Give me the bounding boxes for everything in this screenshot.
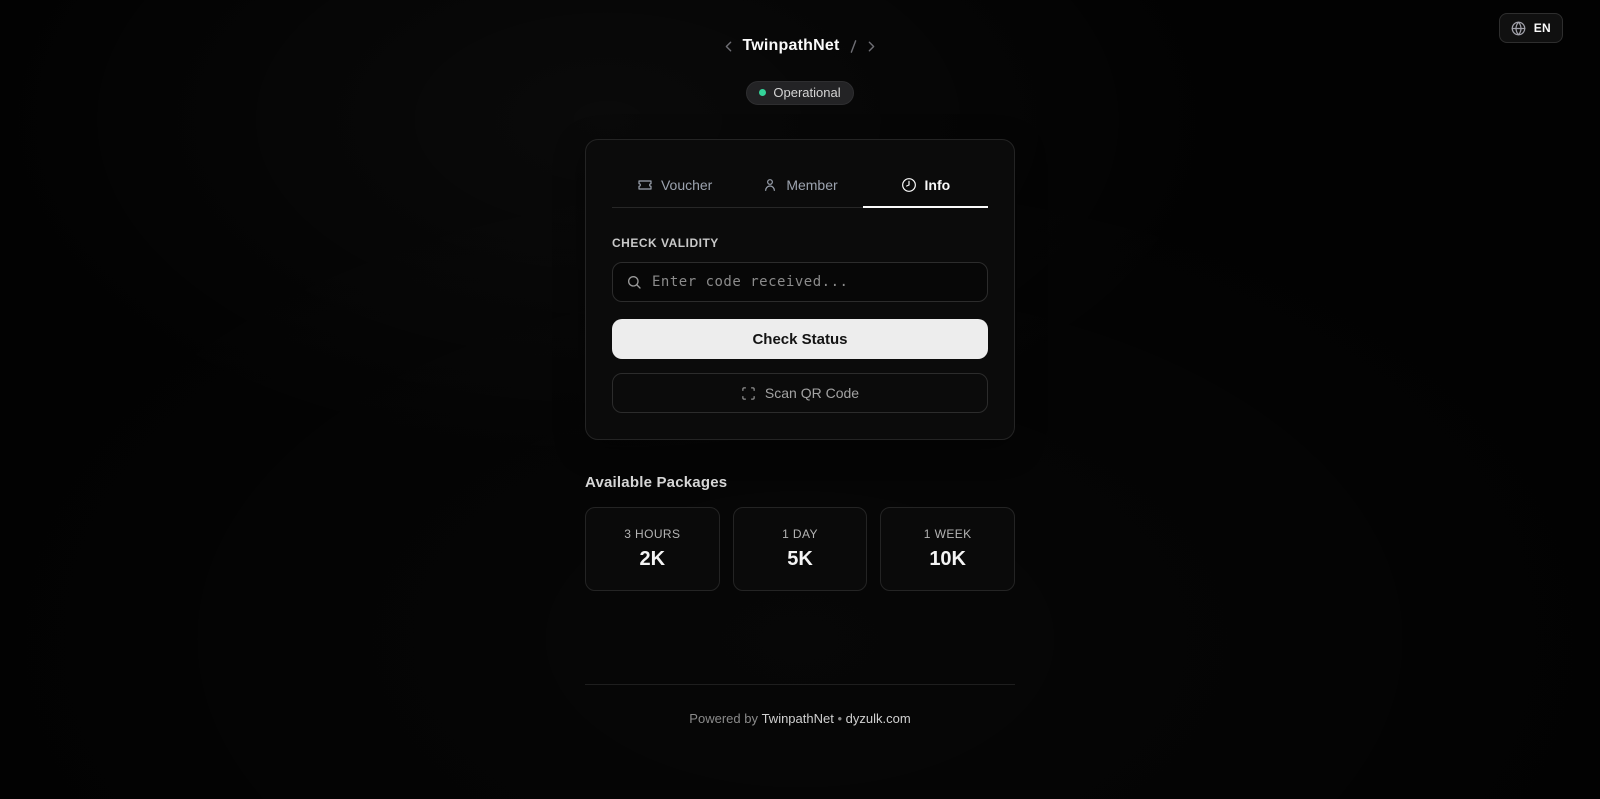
header — [0, 0, 1600, 105]
status-dot-icon — [759, 89, 766, 96]
ticket-icon — [637, 177, 653, 193]
main-card — [585, 139, 1015, 440]
info-panel — [612, 236, 988, 413]
tab-info[interactable] — [863, 164, 988, 208]
tab-list — [612, 164, 988, 208]
footer-brand: TwinpathNet — [761, 711, 834, 726]
user-icon — [762, 177, 778, 193]
slash-icon — [845, 38, 862, 55]
package-price: 5K — [787, 548, 813, 570]
check-validity-label: CHECK VALIDITY — [612, 236, 719, 250]
tab-voucher[interactable] — [612, 164, 737, 208]
tab-label: Member — [786, 177, 838, 193]
clock-icon — [901, 177, 917, 193]
footer-divider — [585, 684, 1015, 685]
footer-text — [585, 711, 1015, 726]
search-icon — [626, 274, 642, 290]
scan-icon — [741, 386, 756, 401]
chevron-right-icon — [863, 38, 880, 55]
code-input[interactable] — [652, 274, 974, 290]
package-grid — [585, 507, 1015, 591]
globe-icon — [1511, 21, 1526, 36]
footer — [585, 684, 1015, 726]
footer-link[interactable]: dyzulk.com — [845, 711, 911, 726]
packages-section — [585, 474, 1015, 591]
scan-qr-button[interactable] — [612, 373, 988, 413]
footer-separator: • — [837, 711, 843, 726]
package-price: 10K — [929, 548, 967, 570]
package-price: 2K — [639, 548, 666, 570]
brand-logo — [0, 37, 1600, 55]
package-duration: 1 WEEK — [923, 527, 972, 541]
code-input-wrapper — [612, 262, 988, 302]
status-badge — [746, 81, 853, 105]
package-duration: 1 DAY — [782, 527, 818, 541]
check-status-button[interactable]: Check Status — [612, 319, 988, 359]
package-duration: 3 HOURS — [624, 527, 681, 541]
language-code: EN — [1533, 21, 1551, 35]
package-card-3-hours[interactable] — [585, 507, 720, 591]
packages-heading: Available Packages — [585, 474, 728, 491]
tab-member[interactable] — [737, 164, 862, 208]
brand-name: TwinpathNet — [742, 37, 840, 54]
tab-label: Info — [924, 177, 951, 193]
powered-by-text: Powered by — [689, 711, 758, 726]
status-label: Operational — [773, 85, 841, 100]
language-selector-button[interactable] — [1499, 13, 1563, 43]
scan-qr-label: Scan QR Code — [764, 385, 860, 401]
tab-label: Voucher — [660, 177, 713, 193]
chevron-left-icon — [720, 38, 737, 55]
package-card-1-week[interactable] — [880, 507, 1015, 591]
package-card-1-day[interactable] — [733, 507, 868, 591]
